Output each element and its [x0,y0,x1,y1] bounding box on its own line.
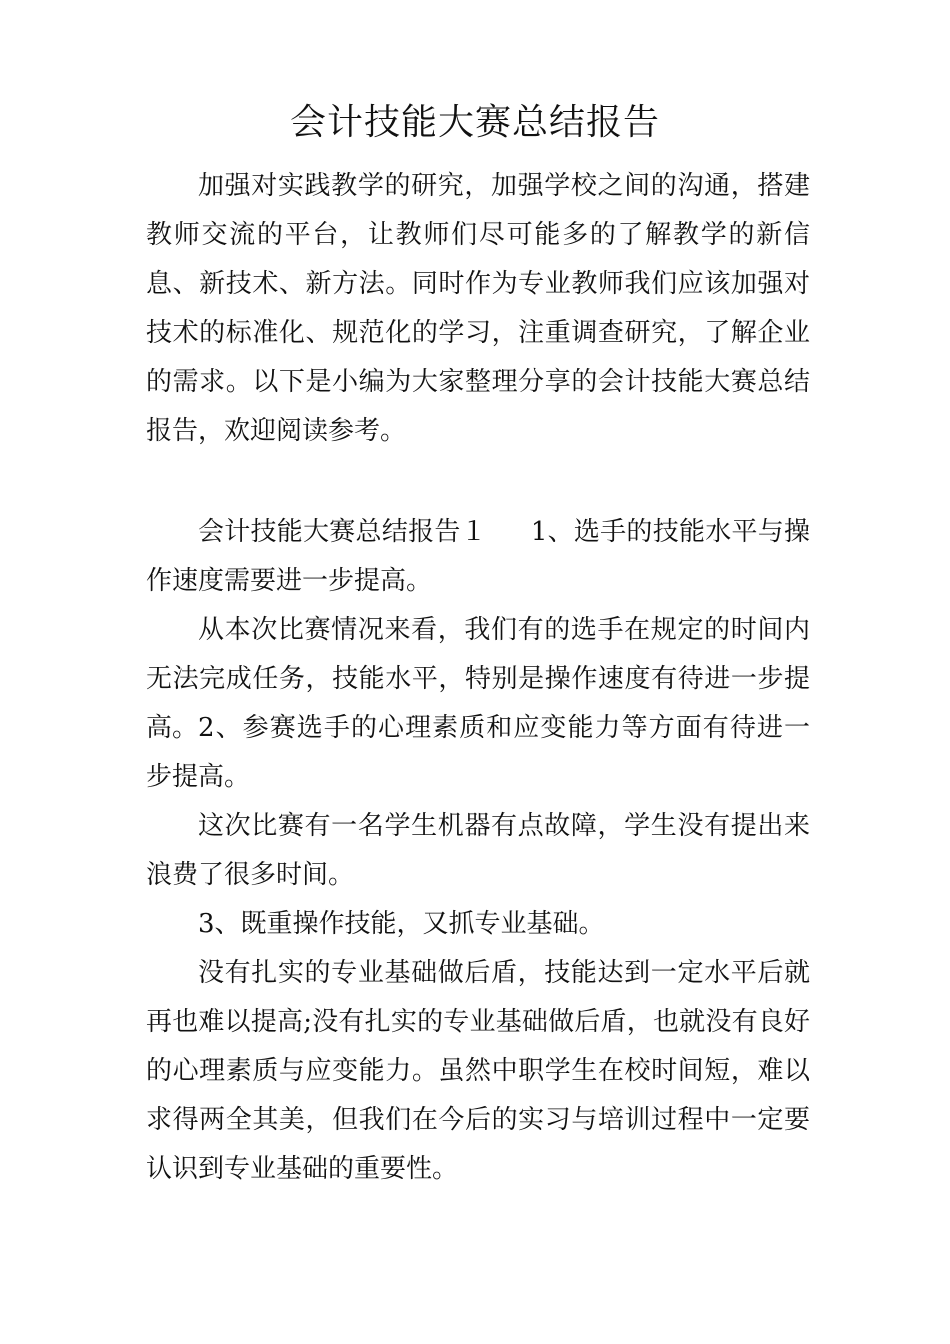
paragraph-1: 从本次比赛情况来看，我们有的选手在规定的时间内无法完成任务，技能水平，特别是操作速度有待进一步提高。 [146,615,810,743]
paragraph-2: 这次比赛有一名学生机器有点故障，学生没有提出来浪费了很多时间。 [146,811,810,890]
section-first-paragraph [146,508,810,606]
point-3: 3、既重操作技能，又抓专业基础。 [198,909,605,939]
document-title: 会计技能大赛总结报告 [289,102,660,143]
paragraph-3: 没有扎实的专业基础做后盾，技能达到一定水平后就再也难以提高;没有扎实的专业基础做后盾，也就没有良好的心理素质与应变能力。虽然中职学生在校时间短，难以求得两全其美，但我们在今后的实习与培训过程中一定要认识到专业基础的重要性。 [146,958,810,1184]
intro-paragraph: 加强对实践教学的研究，加强学校之间的沟通，搭建教师交流的平台，让教师们尽可能多的了解教学的新信息、新技术、新方法。同时作为专业教师我们应该加强对技术的标准化、规范化的学习，注重调查研究，了解企业的需求。以下是小编为大家整理分享的会计技能大赛总结报告，欢迎阅读参考。 [146,171,810,446]
point-2: 2、参赛选手的心理素质和应变能力等方面有待进一步提高。 [146,713,810,792]
point-1: 1、选手的技能水平与操作速度需要进一步提高。 [146,517,810,596]
section-heading: 会计技能大赛总结报告１ [198,517,487,547]
